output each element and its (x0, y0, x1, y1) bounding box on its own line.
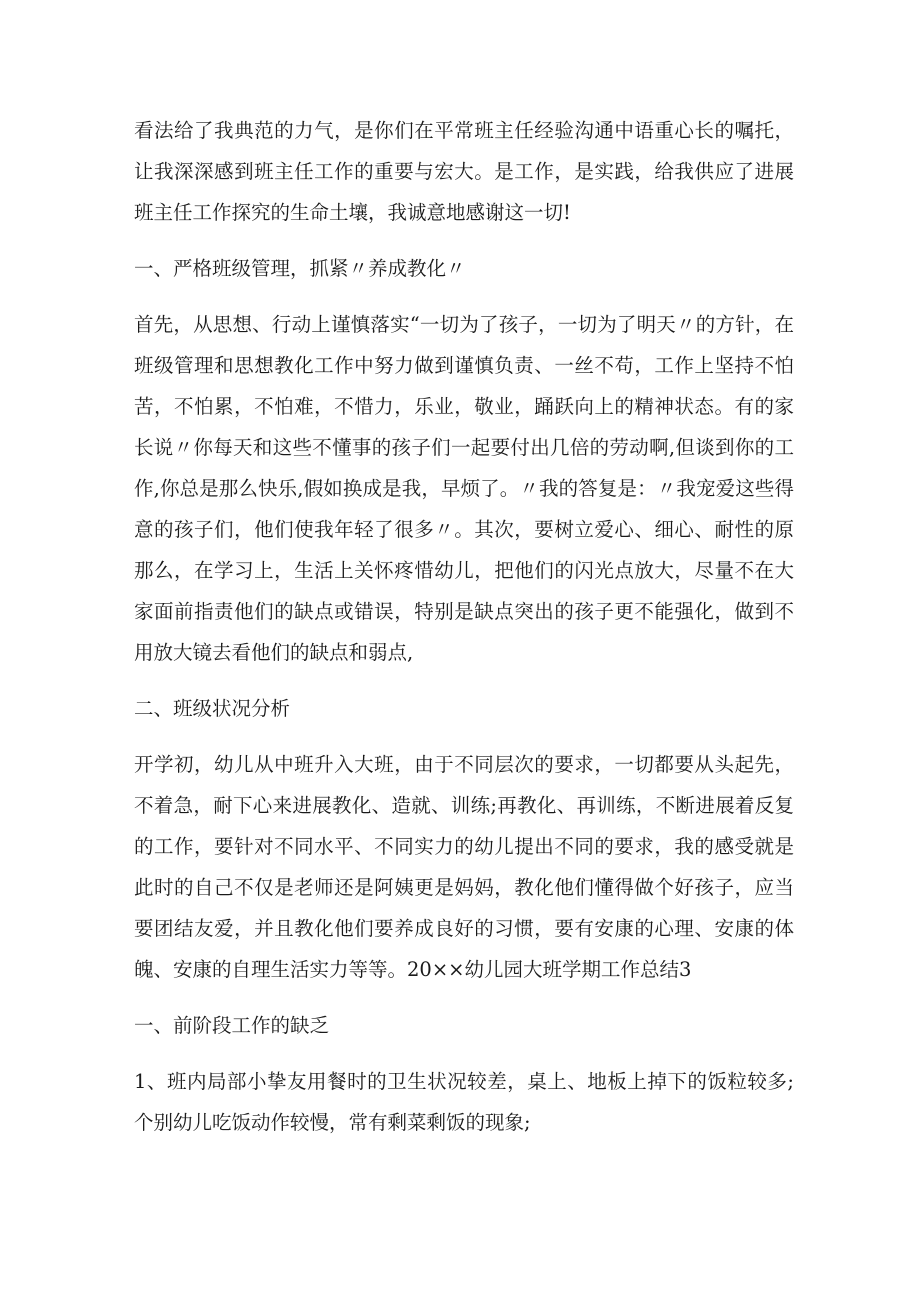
section-heading-class-management: 一、严格班级管理，抓紧〃养成教化〃 (134, 257, 466, 280)
paragraph-shortcoming-1: 1、班内局部小挚友用餐时的卫生状况较差，桌上、地板上掉下的饭粒较多;个别幼儿吃饭动作较慢，常有剩菜剩饭的现象; (134, 1070, 794, 1134)
paragraph-class-management: 首先，从思想、行动上谨慎落实“一切为了孩子，一切为了明天〃的方针，在班级管理和思想教化工作中努力做到谨慎负责、一丝不苟，工作上坚持不怕苦，不怕累，不怕难，不惜力，乐业，敬业，踊跃向上的精神状态。有的家长说〃你每天和这些不懂事的孩子们一起要付出几倍的劳动啊,但谈到你的工作,你总是那么快乐,假如换成是我，早烦了。〃我的答复是：〃我宠爱这些得意的孩子们，他们使我年轻了很多〃。其次，要树立爱心、细心、耐性的原那么，在学习上，生活上关怀疼惜幼儿，把他们的闪光点放大，尽量不在大家面前指责他们的缺点或错误，特别是缺点突出的孩子更不能强化，做到不用放大镜去看他们的缺点和弱点, (134, 313, 794, 664)
document-body (134, 110, 794, 1143)
section-heading-class-analysis: 二、班级状况分析 (134, 697, 291, 720)
section-heading-shortcomings: 一、前阶段工作的缺乏 (134, 1014, 330, 1037)
paragraph-intro-continuation: 看法给了我典范的力气，是你们在平常班主任经验沟通中语重心长的嘱托，让我深深感到班主任工作的重要与宏大。是工作，是实践，给我供应了进展班主任工作探究的生命土壤，我诚意地感谢这一切! (134, 119, 794, 224)
paragraph-class-analysis: 开学初，幼儿从中班升入大班，由于不同层次的要求，一切都要从头起先，不着急，耐下心来进展教化、造就、训练;再教化、再训练，不断进展着反复的工作，要针对不同水平、不同实力的幼儿提出不同的要求，我的感受就是此时的自己不仅是老师还是阿姨更是妈妈，教化他们懂得做个好孩子，应当要团结友爱，并且教化他们要养成良好的习惯，要有安康的心理、安康的体魄、安康的自理生活实力等等。20××幼儿园大班学期工作总结3 (134, 753, 794, 981)
